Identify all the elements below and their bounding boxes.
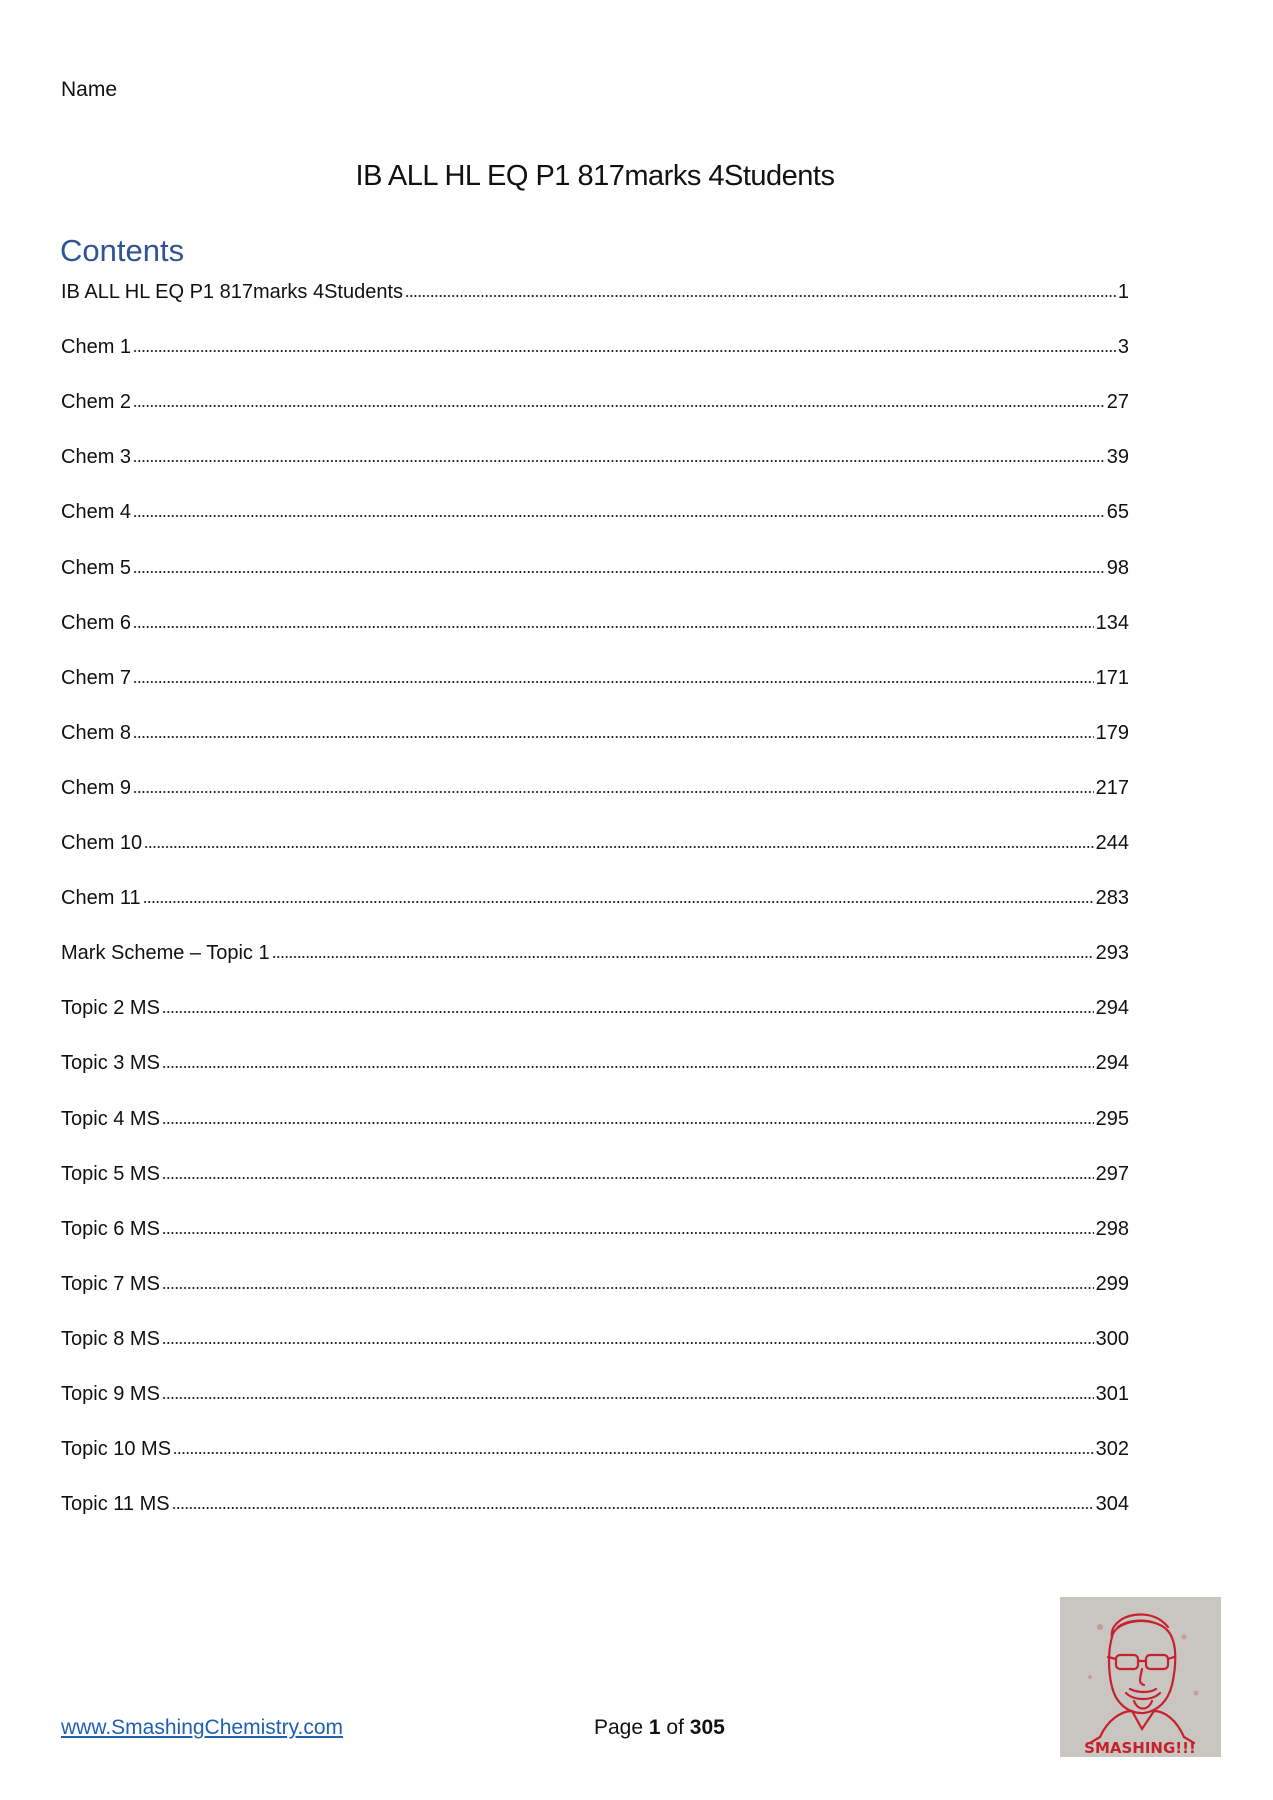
toc-entry-page: 300 [1095,1327,1129,1350]
toc-entry[interactable] [61,1323,1129,1351]
toc-dot-leader [133,679,1094,685]
toc-entry-page: 217 [1095,776,1129,799]
toc-dot-leader [133,569,1105,575]
toc-dot-leader [133,789,1094,795]
toc-entry-page: 134 [1095,611,1129,634]
toc-dot-leader [405,293,1116,299]
toc-dot-leader [133,734,1094,740]
toc-entry[interactable] [61,607,1129,635]
toc-entry-label: Chem 8 [61,721,132,744]
toc-entry-label: Topic 4 MS [61,1107,160,1130]
toc-entry-label: Chem 10 [61,832,143,854]
name-label: Name [61,78,118,101]
toc-dot-leader [133,513,1105,519]
toc-dot-leader [162,1285,1094,1291]
contents-heading: Contents [60,233,185,268]
toc-entry-label: Chem 9 [61,776,132,799]
toc-dot-leader [133,403,1105,409]
toc-dot-leader [162,1230,1094,1236]
toc-entry[interactable] [61,1268,1129,1296]
toc-dot-leader [143,899,1094,905]
stamp-text: SMASHING!!! [1084,1739,1196,1757]
toc-entry[interactable] [61,937,1129,965]
toc-entry-label: Topic 9 MS [61,1383,160,1405]
toc-entry-page: 1 [1117,281,1129,303]
toc-entry-label: Topic 6 MS [61,1217,160,1240]
toc-entry-page: 27 [1106,391,1129,414]
toc-entry-label: Chem 11 [61,887,141,910]
toc-entry-page: 298 [1095,1217,1129,1240]
toc-dot-leader [162,1120,1094,1126]
toc-entry-page: 65 [1106,501,1129,524]
toc-dot-leader [162,1064,1094,1070]
toc-entry-label: Topic 2 MS [61,997,160,1020]
toc-entry-label: Topic 5 MS [61,1162,160,1185]
toc-entry[interactable] [61,386,1129,414]
toc-dot-leader [272,954,1094,960]
toc-entry[interactable] [61,1047,1129,1075]
toc-entry-page: 98 [1106,556,1129,579]
toc-entry[interactable] [61,1213,1129,1241]
page-current: 1 [648,1716,661,1739]
toc-dot-leader [133,624,1094,630]
toc-entry-page: 171 [1095,666,1129,689]
toc-dot-leader [162,1395,1094,1401]
toc-entry[interactable] [61,552,1129,580]
toc-entry[interactable] [61,1488,1129,1516]
toc-entry[interactable] [61,496,1129,524]
smashing-logo-stamp [1060,1597,1221,1757]
toc-entry-page: 302 [1095,1438,1129,1461]
toc-entry-page: 304 [1095,1493,1129,1516]
toc-entry[interactable] [61,717,1129,745]
toc-dot-leader [162,1340,1094,1346]
toc-dot-leader [172,1505,1094,1511]
toc-entry-label: Chem 7 [61,666,132,689]
toc-entry-page: 297 [1095,1162,1129,1185]
toc-entry-page: 294 [1095,1052,1129,1075]
toc-entry-label: Chem 1 [61,336,132,359]
toc-entry-label: Topic 3 MS [61,1052,160,1075]
document-title: IB ALL HL EQ P1 817marks 4Students [355,160,835,192]
toc-entry[interactable] [61,992,1129,1020]
website-link[interactable]: www.SmashingChemistry.com [61,1716,344,1739]
toc-entry-page: 293 [1095,942,1129,965]
toc-dot-leader [162,1009,1094,1015]
toc-entry-label: Chem 3 [61,446,132,469]
page-of: of [666,1716,684,1739]
toc-entry-page: 244 [1095,832,1129,854]
toc-entry-page: 283 [1095,887,1129,910]
toc-entry-page: 295 [1095,1107,1129,1130]
toc-dot-leader [162,1175,1094,1181]
toc-entry-label: Topic 7 MS [61,1272,160,1295]
toc-entry-page: 179 [1095,721,1129,744]
toc-dot-leader [144,844,1093,850]
toc-entry[interactable] [61,1158,1129,1186]
page-word: Page [594,1716,644,1739]
toc-entry-label: Topic 11 MS [61,1493,170,1516]
toc-dot-leader [133,458,1105,464]
toc-entry[interactable] [61,441,1129,469]
toc-entry-label: Chem 4 [61,501,132,524]
toc-entry-label: Topic 10 MS [61,1438,172,1461]
toc-dot-leader [173,1450,1094,1456]
toc-entry-label: Chem 6 [61,611,132,634]
toc-entry-label: Topic 8 MS [61,1327,160,1350]
toc-entry-page: 294 [1095,997,1129,1020]
toc-entry[interactable] [61,827,1129,855]
toc-entry-page: 39 [1106,446,1129,469]
toc-entry[interactable] [61,1103,1129,1131]
toc-entry-page: 299 [1095,1272,1129,1295]
toc-entry[interactable] [61,882,1129,910]
toc-entry-label: Chem 2 [61,391,132,414]
toc-entry-page: 301 [1095,1383,1129,1405]
toc-entry[interactable] [61,331,1129,359]
toc-entry-label: IB ALL HL EQ P1 817marks 4Students [61,281,404,303]
toc-entry[interactable] [61,662,1129,690]
toc-entry[interactable] [61,276,1129,304]
toc-entry[interactable] [61,772,1129,800]
stamp-portrait-icon [1060,1597,1221,1757]
toc-entry[interactable] [61,1378,1129,1406]
page-total: 305 [689,1716,725,1739]
toc-entry-label: Chem 5 [61,556,132,579]
toc-entry-label: Mark Scheme – Topic 1 [61,942,270,965]
page-number [594,1716,725,1740]
toc-entry[interactable] [61,1433,1129,1461]
toc-dot-leader [133,348,1116,354]
toc-entry-page: 3 [1117,336,1129,359]
